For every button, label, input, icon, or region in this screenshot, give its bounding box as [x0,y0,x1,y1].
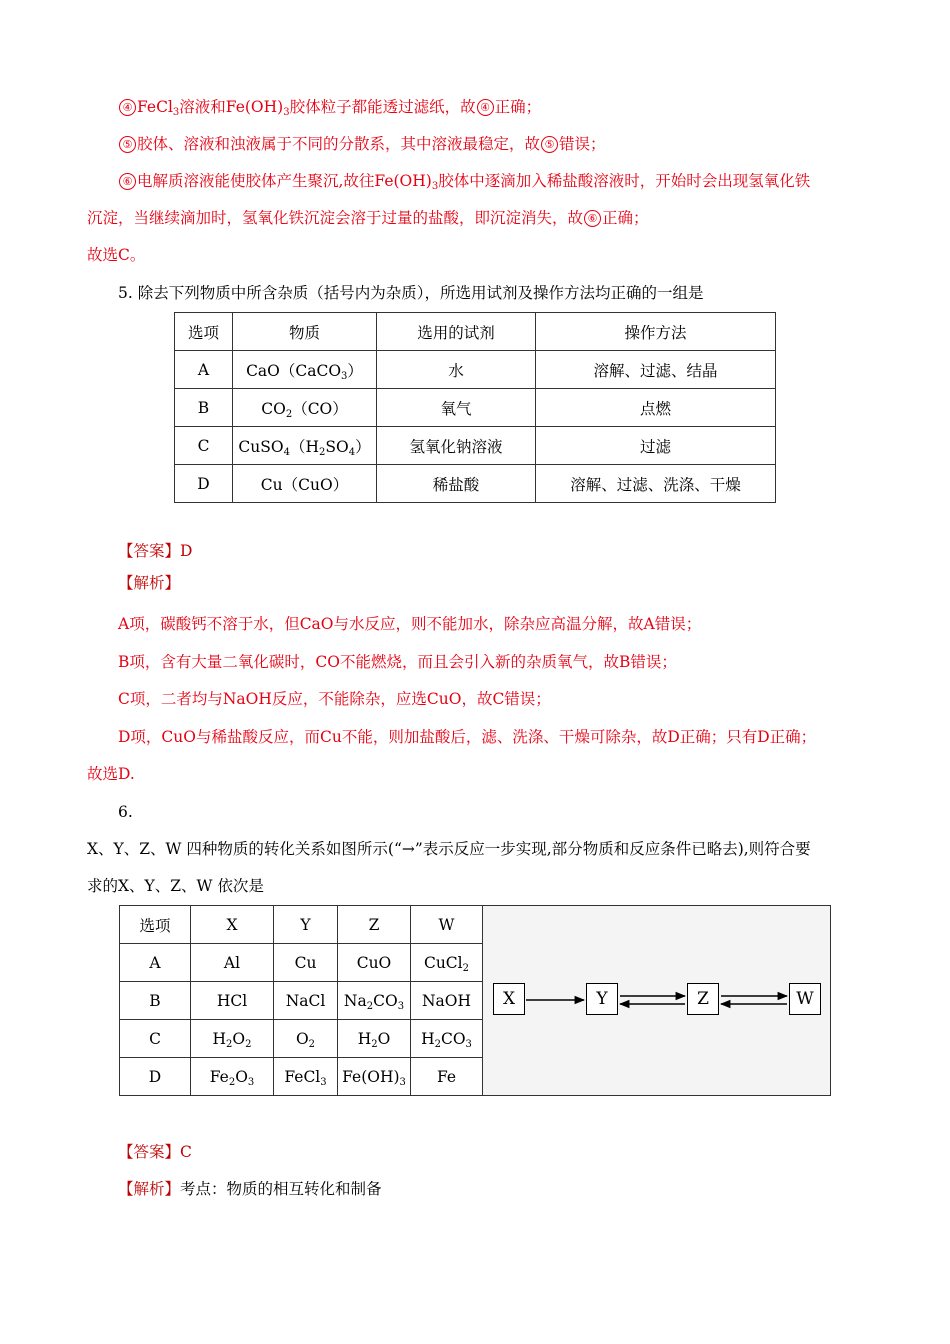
table-row: B HCl NaCl $Na_2CO_3$ NaOH [120,982,483,1020]
analysis-item-6-cont: 沉淀，当继续滴加时，氢氧化铁沉淀会溶于过量的盐酸，即沉淀消失，故 ⑥ 正确； [87,209,649,227]
arrows [483,906,830,1095]
q6-question-line2: 求的X、Y、Z、W 依次是 [87,877,264,895]
q6-question-line1: X、Y、Z、W 四种物质的转化关系如图所示(“→”表示反应一步实现,部分物质和反应条件已略去),则符合要 [87,840,811,858]
table-row: C $H_2O_2$ $O_2$ $H_2O$ $H_2CO_3$ [120,1020,483,1058]
table-row: A Al Cu CuO CuCl$_2$ [120,944,483,982]
q6-answer: 【答案】C [118,1143,192,1161]
analysis-item-5: ⑤ 胶体、溶液和浊液属于不同的分散系，其中溶液最稳定，故 ⑤ 错误； [118,134,606,154]
q6-analysis: 【解析】考点：物质的相互转化和制备 [118,1180,382,1198]
box-z: Z [687,983,719,1015]
q5-question: 5. 除去下列物质中所含杂质（括号内为杂质），所选用试剂及操作方法均正确的一组是 [118,284,704,302]
prev-conclusion: 故选C。 [87,246,146,264]
q5-analysis-b: B项，含有大量二氧化碳时，CO不能燃烧，而且会引入新的杂质氧气，故B错误； [118,653,677,671]
q5-answer: 【答案】D [118,542,193,560]
q6-number: 6. [118,803,133,821]
q5-conclusion: 故选D. [87,765,135,783]
q6-table [119,905,483,1096]
q5-analysis-c: C项，二者均与NaOH反应，不能除杂，应选CuO，故C错误； [118,690,551,708]
q6-table-header: 选项 X Y Z W [120,906,483,944]
q5-table [174,312,776,503]
q5-analysis-a: A项，碳酸钙不溶于水，但CaO与水反应，则不能加水，除杂应高温分解，故A错误； [118,615,702,633]
box-w: W [789,983,821,1015]
q5-table-header: 选项 物质 选用的试剂 操作方法 [175,313,776,351]
analysis-item-4: ④ FeCl$_3$溶液和$Fe(OH)_3$胶体粒子都能透过滤纸，故 ④ 正确； [118,97,541,117]
box-x: X [493,983,525,1015]
table-row: A CaO（CaCO$_3$） 水 溶解、过滤、结晶 [175,351,776,389]
q5-analysis-label: 【解析】 [118,574,181,592]
table-row: D Cu（CuO） 稀盐酸 溶解、过滤、洗涤、干燥 [175,465,776,503]
q5-analysis-d: D项，CuO与稀盐酸反应，而Cu不能，则加盐酸后，滤、洗涤、干燥可除杂，故D正确；只有D正确； [118,728,817,746]
analysis-item-6: ⑥ 电解质溶液能使胶体产生聚沉,故往$Fe(OH)_3$胶体中逐滴加入稀盐酸溶液时，开始时会出现氢氧化铁 [118,171,810,191]
conversion-diagram [483,905,831,1096]
box-y: Y [586,983,618,1015]
table-row: D $Fe_2O_3$ FeCl$_3$ $Fe(OH)_3$ Fe [120,1058,483,1096]
table-row: C $CuSO_4(H_2SO_4)$ 氢氧化钠溶液 过滤 [175,427,776,465]
table-row: B $CO_2(CO)$ 氧气 点燃 [175,389,776,427]
